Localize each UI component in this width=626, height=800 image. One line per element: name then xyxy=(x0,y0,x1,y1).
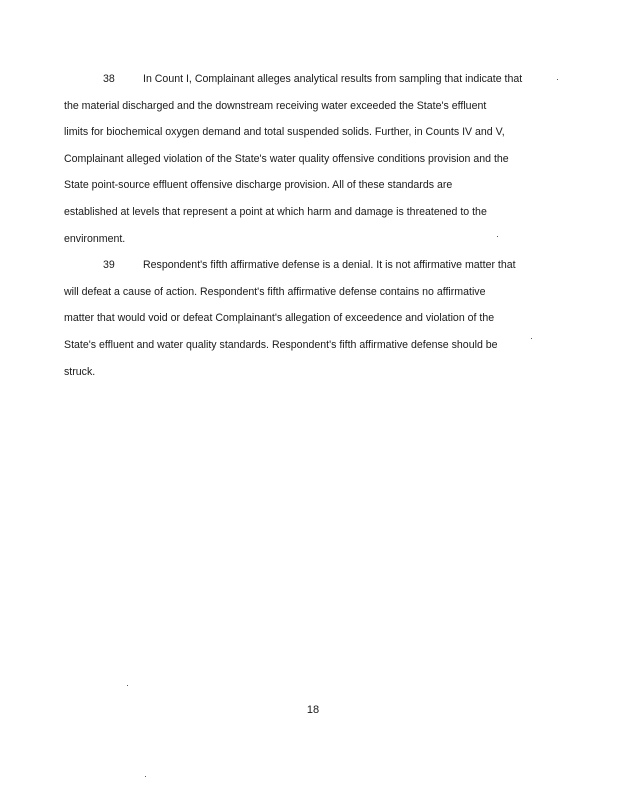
paragraph-text-line: State point-source effluent offensive discharge provision. All of these standards are xyxy=(64,179,453,192)
scan-speck xyxy=(557,79,558,80)
scan-speck xyxy=(127,685,128,686)
paragraph-first-line xyxy=(64,252,542,279)
paragraph-number: 38 xyxy=(103,73,115,85)
scan-speck xyxy=(531,338,532,339)
paragraph-number: 39 xyxy=(103,259,115,272)
paragraph-text-line: established at levels that represent a point at which harm and damage is threatened to the xyxy=(64,205,487,218)
page-number: 18 xyxy=(306,704,320,716)
paragraph-text-line: Respondent's fifth affirmative defense is a denial. It is not affirmative matter that xyxy=(143,259,516,272)
paragraph-text-line: the material discharged and the downstream receiving water exceeded the State's effluent xyxy=(64,99,487,112)
paragraph-text-line: limits for biochemical oxygen demand and total suspended solids. Further, in Counts IV and V, xyxy=(64,126,505,139)
paragraph-38 xyxy=(64,66,542,252)
paragraph-text-line: matter that would void or defeat Complainant's allegation of exceedence and violation of the xyxy=(64,312,495,325)
paragraph-text-line: State's effluent and water quality standards. Respondent's fifth affirmative defense should be xyxy=(64,338,498,351)
document-body xyxy=(64,66,542,385)
scan-speck xyxy=(497,236,498,237)
paragraph-text-line: environment. xyxy=(64,232,126,245)
paragraph-39 xyxy=(64,252,542,385)
scan-speck xyxy=(145,776,146,777)
paragraph-first-line xyxy=(64,66,542,93)
paragraph-text-line: In Count I, Complainant alleges analytical results from sampling that indicate that xyxy=(143,73,523,85)
paragraph-text-line: Complainant alleged violation of the State's water quality offensive conditions provision and the xyxy=(64,152,509,165)
paragraph-text-line: struck. xyxy=(64,365,96,378)
paragraph-text-line: will defeat a cause of action. Respondent's fifth affirmative defense contains no affirmative xyxy=(64,285,486,298)
